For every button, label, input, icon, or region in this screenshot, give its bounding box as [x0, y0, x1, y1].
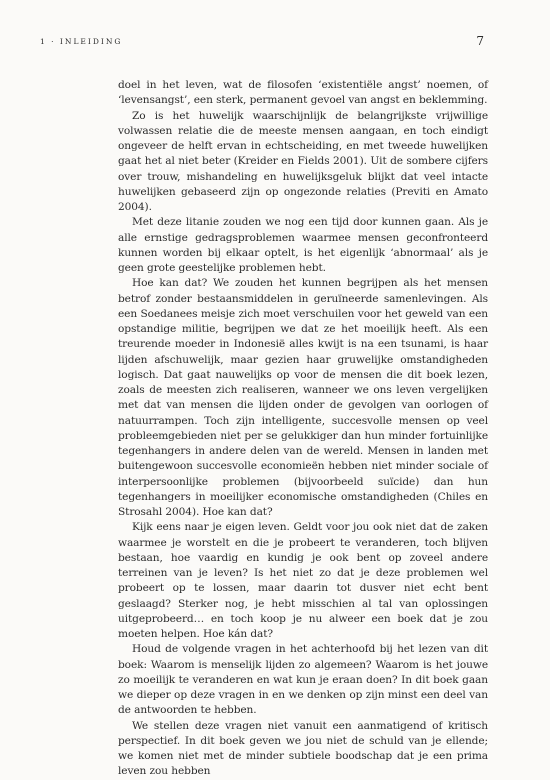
page-header [40, 34, 484, 50]
paragraph: Kijk eens naar je eigen leven. Geldt voor jou ook niet dat de zaken waarmee je worstelt en die je probeert te veranderen, toch blijven bestaan, hoe vaardig en kundig je ook bent op zoveel andere terreinen van je leven? Is het niet zo dat je deze problemen wel probeert op te lossen, maar daarin tot dusver niet echt bent geslaagd? Sterker nog, je hebt misschien al tal van oplossingen uitgeprobeerd… en toch koop je nu alweer een boek dat je zou moeten helpen. Hoe kán dat? [118, 521, 488, 640]
body-text [118, 78, 488, 780]
paragraph: doel in het leven, wat de filosofen ‘existentiële angst’ noemen, of ‘levensangst’, een sterk, permanent gevoel van angst en beklemming. [118, 79, 488, 107]
paragraph: Zo is het huwelijk waarschijnlijk de belangrijkste vrijwillige volwassen relatie die de meeste mensen aangaan, en toch eindigt ongeveer de helft ervan in echtscheiding, en met tweede huwelijken gaat het al niet beter (Kreider en Fields 2001). Uit de sombere cijfers over trouw, mishandeling en huwelijksgeluk blijkt dat veel intacte huwelijken gebaseerd zijn op ongezonde relaties (Previti en Amato 2004). [118, 109, 488, 213]
paragraph: We stellen deze vragen niet vanuit een aanmatigend of kritisch perspectief. In dit boek geven we jou niet de schuld van je ellende; we komen niet met de minder subtiele boodschap dat je een prima leven zou hebben [118, 719, 488, 778]
paragraph: Hoe kan dat? We zouden het kunnen begrijpen als het mensen betrof zonder bestaansmiddelen in geruïneerde samenlevingen. Als een Soedanees meisje zich moet verschuilen voor het geweld van een opstandige militie, begrijpen we dat ze het moeilijk heeft. Als een treurende moeder in Indonesië alles kwijt is na een tsunami, is haar lijden afschuwelijk, maar gezien haar gruwelijke omstandigheden logisch. Dat gaat nauwelijks op voor de mensen die dit boek lezen, zoals de meesten zich realiseren, wanneer we ons leven vergelijken met dat van mensen die lijden onder de gevolgen van oorlogen of natuurrampen. Toch zijn intelligente, succesvolle mensen op veel probleemgebieden niet per se gelukkiger dan hun minder fortuinlijke tegenhangers in andere delen van de wereld. Mensen in landen met buitengewoon succesvolle economieën hebben niet minder sociale of interpersoonlijke problemen (bijvoorbeeld suïcide) dan hun tegenhangers in moeilijker economische omstandigheden (Chiles en Strosahl 2004). Hoe kan dat? [118, 277, 488, 518]
paragraph: Met deze litanie zouden we nog een tijd door kunnen gaan. Als je alle ernstige gedragsproblemen waarmee mensen geconfronteerd kunnen worden bij elkaar optelt, is het eigenlijk ‘abnormaal’ als je geen grote geestelijke problemen hebt. [118, 216, 488, 274]
running-head: 1 · INLEIDING [40, 37, 123, 46]
page-number: 7 [476, 34, 484, 48]
paragraph: Houd de volgende vragen in het achterhoofd bij het lezen van dit boek: Waarom is menselijk lijden zo algemeen? Waarom is het jouwe zo moeilijk te veranderen en wat kun je eraan doen? In dit boek gaan we dieper op deze vragen in en we denken op zijn minst een deel van de antwoorden te hebben. [118, 643, 488, 717]
